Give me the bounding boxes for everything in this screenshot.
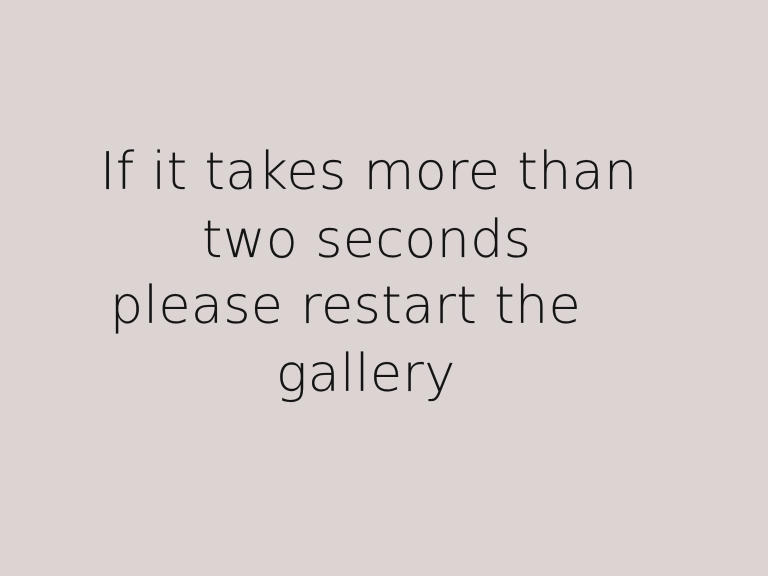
- message-line-1: If it takes more than: [100, 142, 638, 202]
- message-line-4: gallery: [276, 344, 456, 404]
- message-line-3: please restart the: [110, 276, 582, 336]
- message-line-2: two seconds: [202, 210, 532, 270]
